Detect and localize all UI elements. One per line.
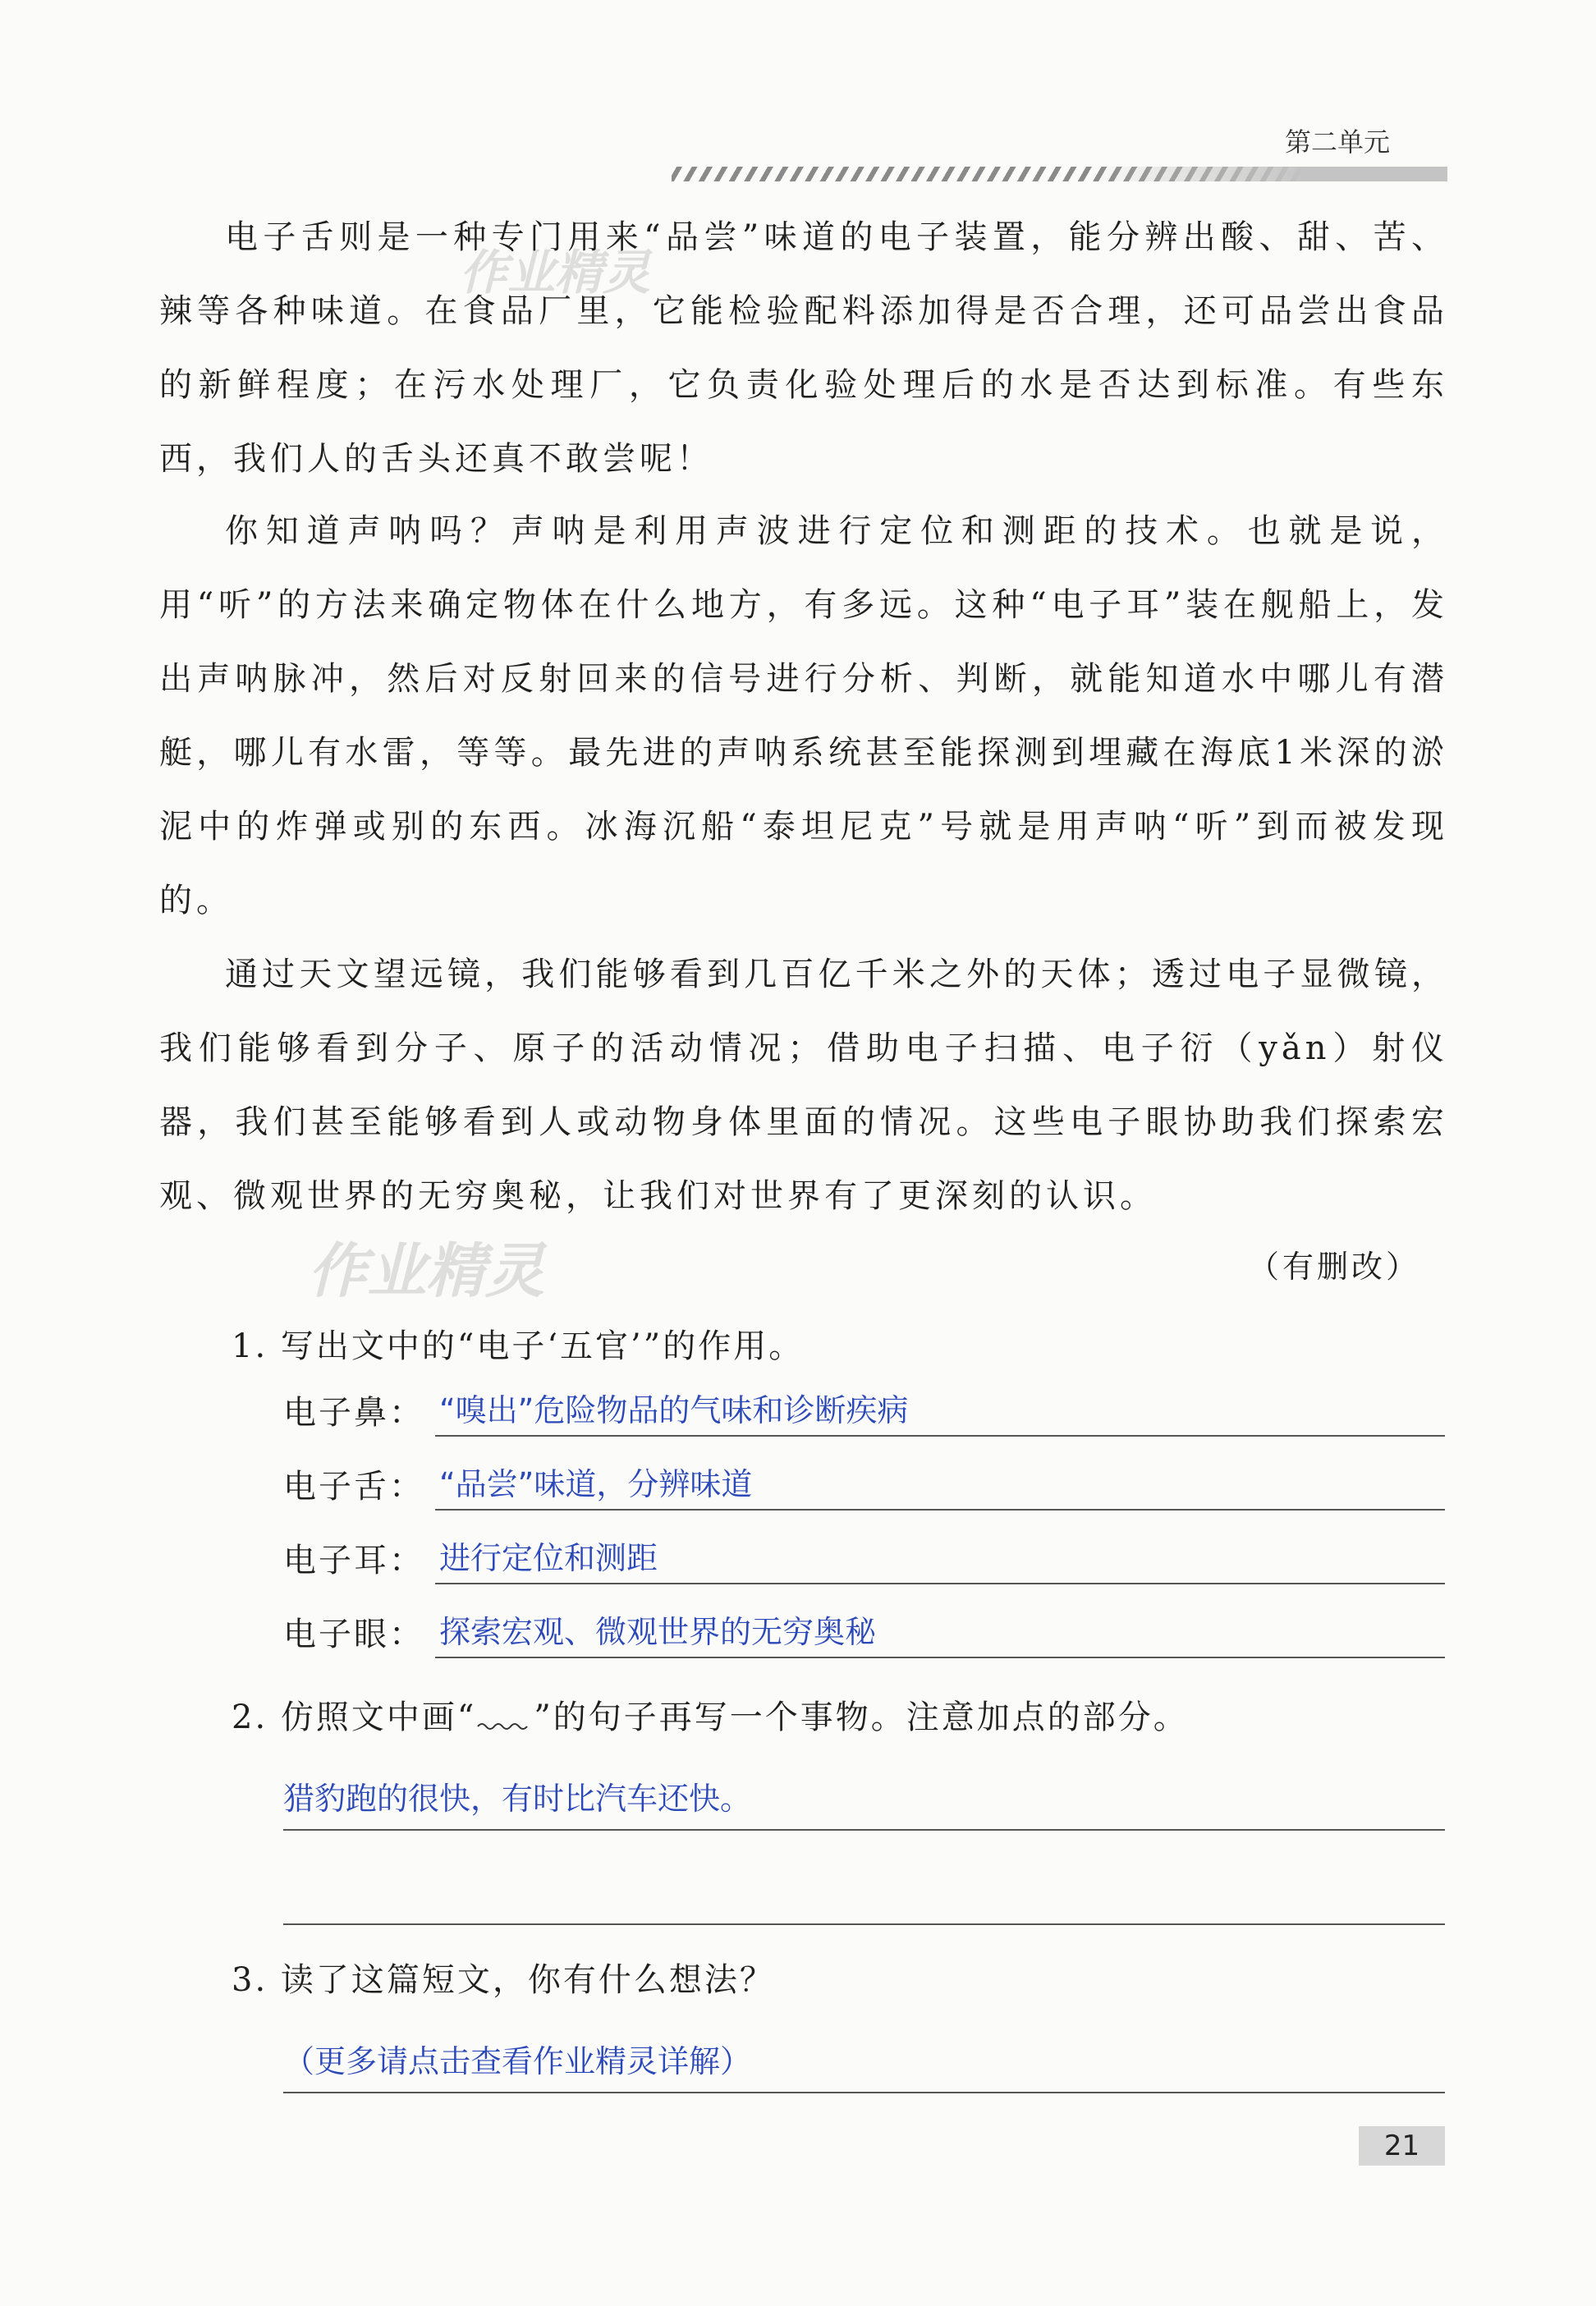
answer-text[interactable]: “嗅出”危险物品的气味和诊断疾病 xyxy=(439,1392,909,1428)
answer-text[interactable]: （更多请点击查看作业精灵详解） xyxy=(283,2043,752,2079)
answer-text[interactable]: 探索宏观、微观世界的无穷奥秘 xyxy=(439,1614,877,1650)
answer-underline xyxy=(435,1583,1445,1584)
paragraph-text: 电子舌则是一种专门用来“品尝”味道的电子装置，能分辨出酸、甜、苦、辣等各种味道。在食品厂里，它能检验配料添加得是否合理，还可品尝出食品的新鲜程度；在污水处理厂，它负责化验处理后的水是否达到标准。有些东西，我们人的舌头还真不敢尝呢！ xyxy=(159,218,1448,478)
answer-row-eye xyxy=(283,1609,1445,1658)
answer-text[interactable]: 进行定位和测距 xyxy=(439,1540,658,1576)
answer-underline xyxy=(435,1657,1445,1658)
source-note: （有删改） xyxy=(1248,1249,1421,1285)
question-1: 1. 写出文中的“电子‘五官’”的作用。 xyxy=(232,1327,805,1365)
passage-paragraph-3 xyxy=(159,938,1448,1233)
answer-label: 电子舌： xyxy=(283,1468,424,1506)
page-number: 21 xyxy=(1359,2126,1445,2166)
question-2 xyxy=(232,1691,1189,1738)
wavy-underline-icon xyxy=(476,1717,534,1733)
paragraph-text: 通过天文望远镜，我们能够看到几百亿千米之外的天体；透过电子显微镜，我们能够看到分子、原子的活动情况；借助电子扫描、电子衍（yǎn）射仪器，我们甚至能够看到人或动物身体里面的情况。这些电子眼协助我们探索宏观、微观世界的无穷奥秘，让我们对世界有了更深刻的认识。 xyxy=(159,956,1448,1215)
answer-label: 电子眼： xyxy=(283,1616,424,1653)
answer-underline xyxy=(283,1923,1445,1925)
answer-label: 电子耳： xyxy=(283,1542,424,1579)
answer-underline xyxy=(435,1435,1445,1437)
question-3: 3. 读了这篇短文，你有什么想法？ xyxy=(232,1961,775,1999)
question-2-prefix: 2. 仿照文中画“ xyxy=(232,1699,477,1736)
watermark-logo: 作业精灵 xyxy=(460,245,651,300)
unit-title: 第二单元 xyxy=(1285,126,1391,158)
answer-label: 电子鼻： xyxy=(283,1394,424,1432)
passage-paragraph-1 xyxy=(159,200,1448,496)
watermark-logo: 作业精灵 xyxy=(308,1236,545,1305)
answer-text[interactable]: “品尝”味道，分辨味道 xyxy=(439,1466,753,1502)
paragraph-text: 你知道声呐吗？声呐是利用声波进行定位和测距的技术。也就是说，用“听”的方法来确定物体在什么地方，有多远。这种“电子耳”装在舰船上，发出声呐脉冲，然后对反射回来的信号进行分析、判断，就能知道水中哪儿有潜艇，哪儿有水雷，等等。最先进的声呐系统甚至能探测到埋藏在海底1米深的淤泥中的炸弹或别的东西。冰海沉船“泰坦尼克”号就是用声呐“听”到而被发现的。 xyxy=(159,512,1448,919)
answer-row-tongue xyxy=(283,1461,1445,1511)
answer-row-nose xyxy=(283,1387,1445,1437)
answer-underline xyxy=(283,2092,1445,2093)
answer-row-ear xyxy=(283,1535,1445,1584)
header-hatch-fade xyxy=(1092,167,1447,181)
answer-text[interactable]: 猎豹跑的很快，有时比汽车还快。 xyxy=(283,1781,752,1817)
question-2-suffix: ”的句子再写一个事物。注意加点的部分。 xyxy=(534,1699,1189,1736)
answer-underline xyxy=(435,1509,1445,1511)
answer-underline xyxy=(283,1829,1445,1831)
passage-paragraph-2 xyxy=(159,494,1448,938)
